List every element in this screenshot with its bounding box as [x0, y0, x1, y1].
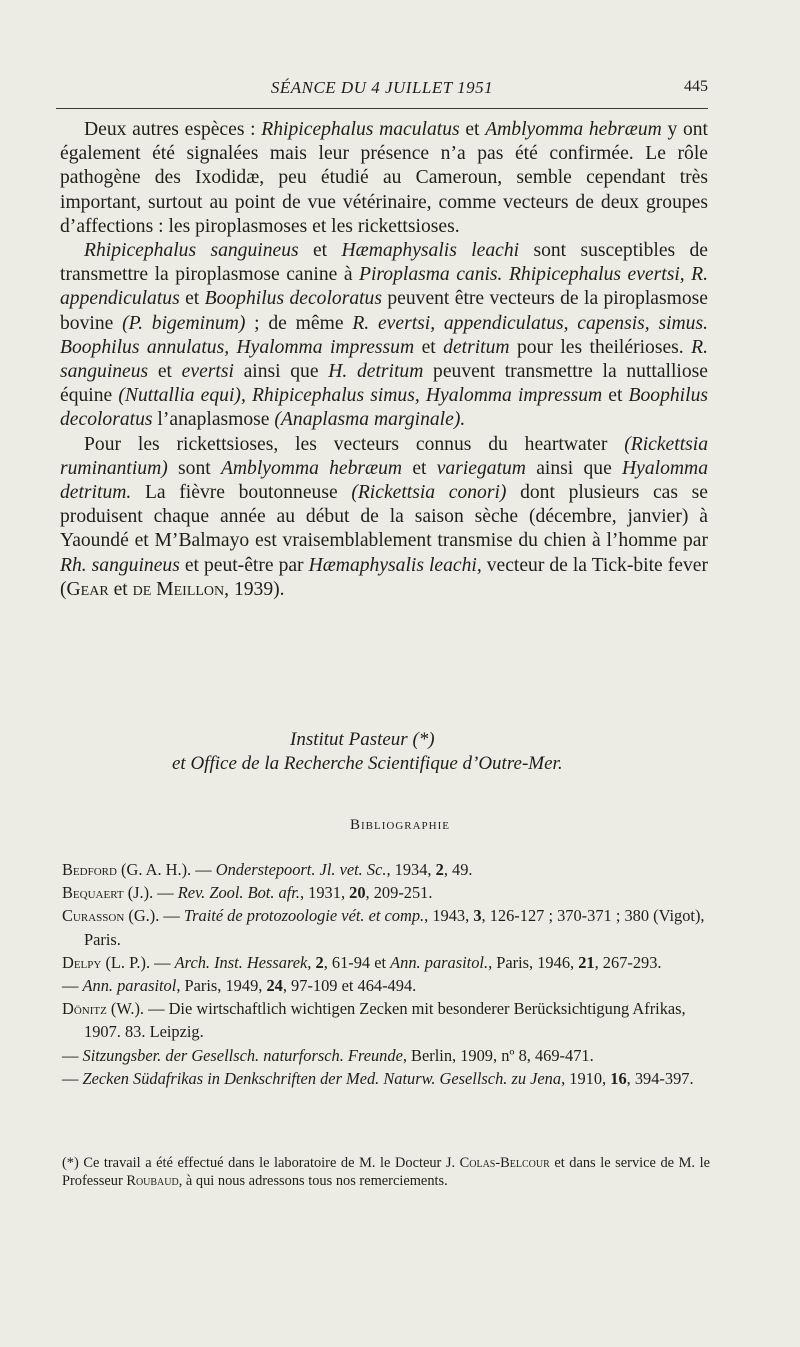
reference-item: Bequaert (J.). — Rev. Zool. Bot. afr., 1931, 20, 209-251. [62, 883, 433, 903]
reference-item: — Ann. parasitol, Paris, 1949, 24, 97-109 et 464-494. [62, 976, 417, 996]
reference-item: Curasson (G.). — Traité de protozoologie vét. et comp., 1943, 3, 126-127 ; 370-371 ; 380 (Vigot), Paris. [62, 906, 705, 949]
paragraph-1: Deux autres espèces : Rhipicephalus maculatus et Amblyomma hebræum y ont également été signalées mais leur présence n’a pas été confirmée. Le rôle pathogène des Ixodidæ, peu étudié au Cameroun, semble cependant très important, surtout au point de vue vétérinaire, comme vecteurs de deux groupes d’affections : les piroplasmoses et les rickettsioses. [60, 119, 708, 237]
paragraph-2: Rhipicephalus sanguineus et Hæmaphysalis leachi sont susceptibles de transmettre la piroplasmose canine à Piroplasma canis. Rhipicephalus evertsi, R. appendiculatus et Boophilus decoloratus peuvent être vecteurs de la piroplasmose bovine (P. bigeminum) ; de même R. evertsi, appendiculatus, capensis, simus. Boophilus annulatus, Hyalomma impressum et detritum pour les theilérioses. R. sanguineus et evertsi ainsi que H. detritum peuvent transmettre la nuttalliose équine (Nuttallia equi), Rhipicephalus simus, Hyalomma impressum et Boophilus decoloratus l’anaplasmose (Anaplasma marginale). [60, 240, 709, 431]
body-text [60, 118, 708, 602]
reference-item: Delpy (L. P.). — Arch. Inst. Hessarek, 2, 61-94 et Ann. parasitol., Paris, 1946, 21, 267-293. [62, 952, 662, 972]
running-title: SÉANCE DU 4 JUILLET 1951 [270, 78, 494, 97]
bibliography-heading: Bibliographie [350, 817, 450, 833]
header-rule [56, 108, 708, 109]
paragraph-3: Pour les rickettsioses, les vecteurs connus du heartwater (Rickettsia ruminantium) sont Amblyomma hebræum et variegatum ainsi que Hyalomma detritum. La fièvre boutonneuse (Rickettsia conori) dont plusieurs cas se produisent chaque année au début de la saison sèche (décembre, janvier) à Yaoundé et M’Balmayo est vraisemblablement transmise du chien à l’homme par Rh. sanguineus et peut-être par Hæmaphysalis leachi, vecteur de la Tick-bite fever (Gear et de Meillon, 1939). [60, 433, 708, 600]
reference-item: Dönitz (W.). — Die wirtschaftlich wichtigen Zecken mit besonderer Berücksichtigung Afrikas, 1907. 83. Leipzig. [62, 999, 686, 1042]
reference-item: — Zecken Südafrikas in Denkschriften der Med. Naturw. Gesellsch. zu Jena, 1910, 16, 394-397. [62, 1068, 694, 1088]
reference-item: — Sitzungsber. der Gesellsch. naturforsch. Freunde, Berlin, 1909, nº 8, 469-471. [62, 1045, 594, 1065]
page-number: 445 [684, 78, 708, 95]
bibliography-list [62, 858, 712, 1090]
page-header [56, 78, 708, 102]
affiliation-line-2: et Office de la Recherche Scientifique d’Outre-Mer. [172, 753, 563, 774]
footnote: (*) Ce travail a été effectué dans le laboratoire de M. le Docteur J. Colas-Belcour et dans le service de M. le Professeur Roubaud, à qui nous adressons tous nos remerciements. [62, 1155, 710, 1189]
affiliation-line-1: Institut Pasteur (*) [290, 729, 435, 750]
reference-item: Bedford (G. A. H.). — Onderstepoort. Jl. vet. Sc., 1934, 2, 49. [62, 860, 473, 879]
affiliation [60, 728, 708, 776]
